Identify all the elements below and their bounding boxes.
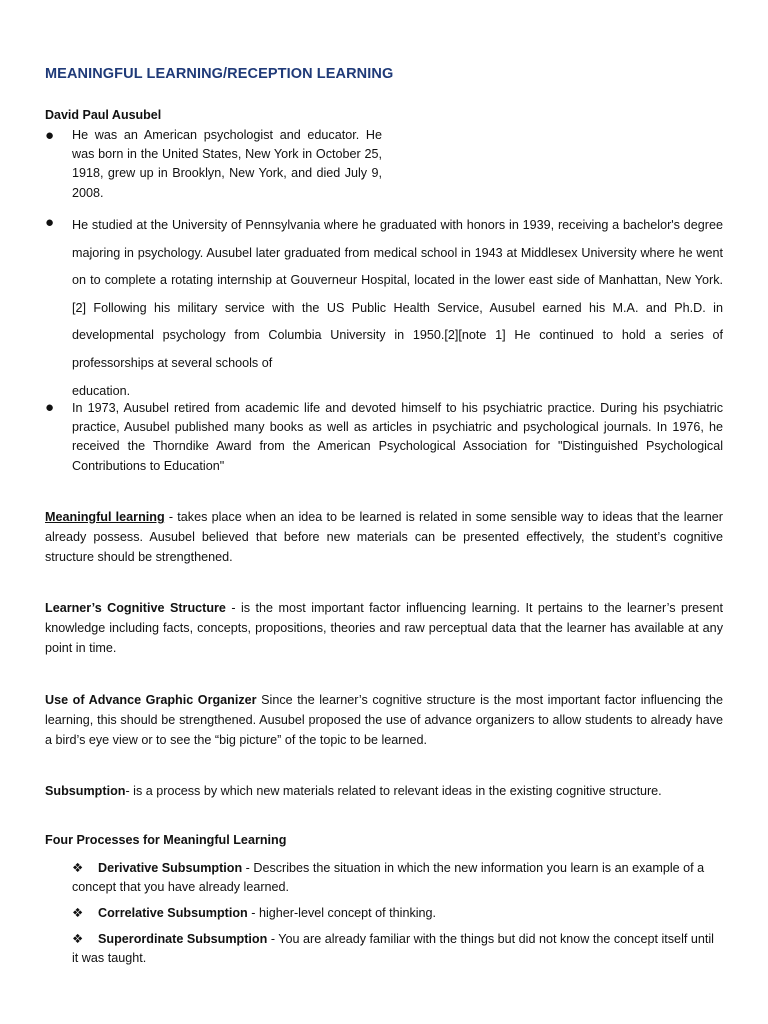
- process-text: - Describes the situation in which the new information you learn is an example of a concept that you have already learned.: [72, 861, 705, 895]
- definition-term: Meaningful learning: [45, 510, 165, 524]
- process-term: Superordinate Subsumption: [98, 932, 268, 946]
- process-text: - higher-level concept of thinking.: [247, 906, 437, 920]
- definition-cognitive-structure: [45, 599, 723, 658]
- bullet-icon: ●: [45, 127, 55, 144]
- definition-text: Since the learner’s cognitive structure is the most important factor influencing the learning, this should be strengthened. Ausubel proposed the use of advance organizers to allow students to already have a bird’s eye view or to see the “big picture” of the topic to be learned.: [45, 693, 723, 747]
- definition-term: Learner’s Cognitive Structure: [45, 601, 226, 615]
- definition-term: Subsumption: [45, 784, 126, 798]
- bullet-text-2: [72, 212, 723, 405]
- processes-heading: Four Processes for Meaningful Learning: [45, 833, 287, 847]
- diamond-bullet-icon: ❖: [72, 861, 84, 875]
- definition-meaningful-learning: [45, 508, 723, 567]
- definition-subsumption: [45, 782, 723, 802]
- process-item: [72, 904, 723, 923]
- definition-text: - is the most important factor influencing learning. It pertains to the learner’s present knowledge including facts, concepts, propositions, theories and raw perceptual data that the learner has available at any point in time.: [45, 601, 723, 655]
- bullet-text-2-end: education.: [72, 383, 131, 398]
- process-item: [72, 930, 723, 968]
- bullet-text-2-body: He studied at the University of Pennsylvania where he graduated with honors in 1939, receiving a bachelor's degree majoring in psychology. Ausubel later graduated from medical school in 1943 at Middlesex University where he went on to complete a rotating internship at Gouverneur Hospital, located in the lower east side of Manhattan, New York.[2] Following his military service with the US Public Health Service, Ausubel earned his M.A. and Ph.D. in developmental psychology from Columbia University in 1950.[2][note 1] He continued to hold a series of professorships at several schools of: [72, 218, 723, 370]
- bullet-icon: ●: [45, 214, 55, 231]
- bullet-text-3: In 1973, Ausubel retired from academic life and devoted himself to his psychiatric practice. During his psychiatric practice, Ausubel published many books as well as articles in psychiatric and psychological journals. In 1976, he received the Thorndike Award from the American Psychological Association for "Distinguished Psychological Contributions to Education": [72, 401, 723, 473]
- definition-term: Use of Advance Graphic Organizer: [45, 693, 257, 707]
- definition-advance-organizer: [45, 691, 723, 750]
- process-item: [72, 859, 723, 897]
- author-heading: David Paul Ausubel: [45, 108, 162, 122]
- process-term: Derivative Subsumption: [98, 861, 243, 875]
- diamond-bullet-icon: ❖: [72, 932, 84, 946]
- process-term: Correlative Subsumption: [98, 906, 248, 920]
- definition-text: - takes place when an idea to be learned is related in some sensible way to ideas that the learner already possess. Ausubel believed that before new materials can be presented effectively, the student’s cognitive structure should be strengthened.: [45, 510, 723, 564]
- page-title: MEANINGFUL LEARNING/RECEPTION LEARNING: [45, 66, 394, 82]
- diamond-bullet-icon: ❖: [72, 906, 84, 920]
- definition-text: - is a process by which new materials related to relevant ideas in the existing cognitive structure.: [125, 784, 662, 798]
- bullet-text-1: He was an American psychologist and educator. He was born in the United States, New York in October 25, 1918, grew up in Brooklyn, New York, and died July 9, 2008.: [72, 128, 382, 200]
- bullet-icon: ●: [45, 399, 55, 416]
- process-text: - You are already familiar with the things but did not know the concept itself until it was taught.: [72, 932, 714, 966]
